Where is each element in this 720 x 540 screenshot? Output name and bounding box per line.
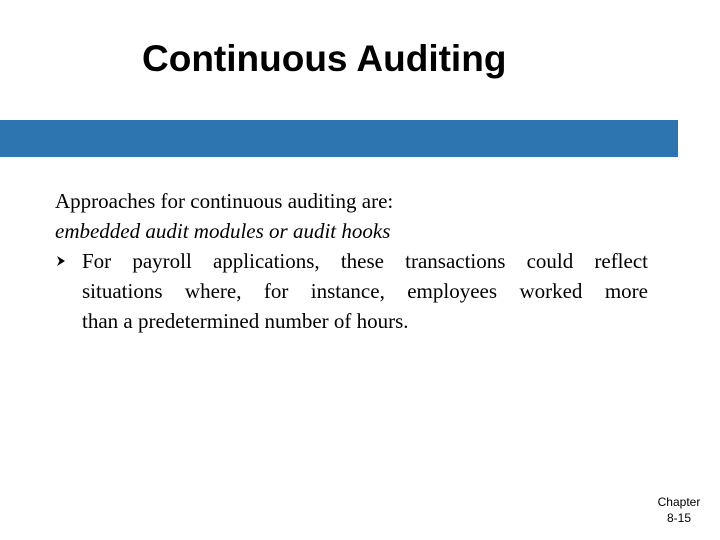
slide-title: Continuous Auditing [142,38,507,79]
slide-body [55,186,655,336]
arrowhead-bullet-icon [55,255,67,267]
bullet-line-2: situations where, for instance, employees worked more [82,279,648,303]
page-number: 8-15 [666,511,692,525]
chapter-label: Chapter [657,495,701,509]
bullet-item [55,246,655,336]
subheading-text: embedded audit modules or audit hooks [55,219,391,243]
intro-text: Approaches for continuous auditing are: [55,189,394,213]
slide-footer [640,494,718,526]
bullet-line-1: For payroll applications, these transactions could reflect [82,249,648,273]
bullet-line-3: than a predetermined number of hours. [82,309,409,333]
title-accent-bar [0,120,678,157]
